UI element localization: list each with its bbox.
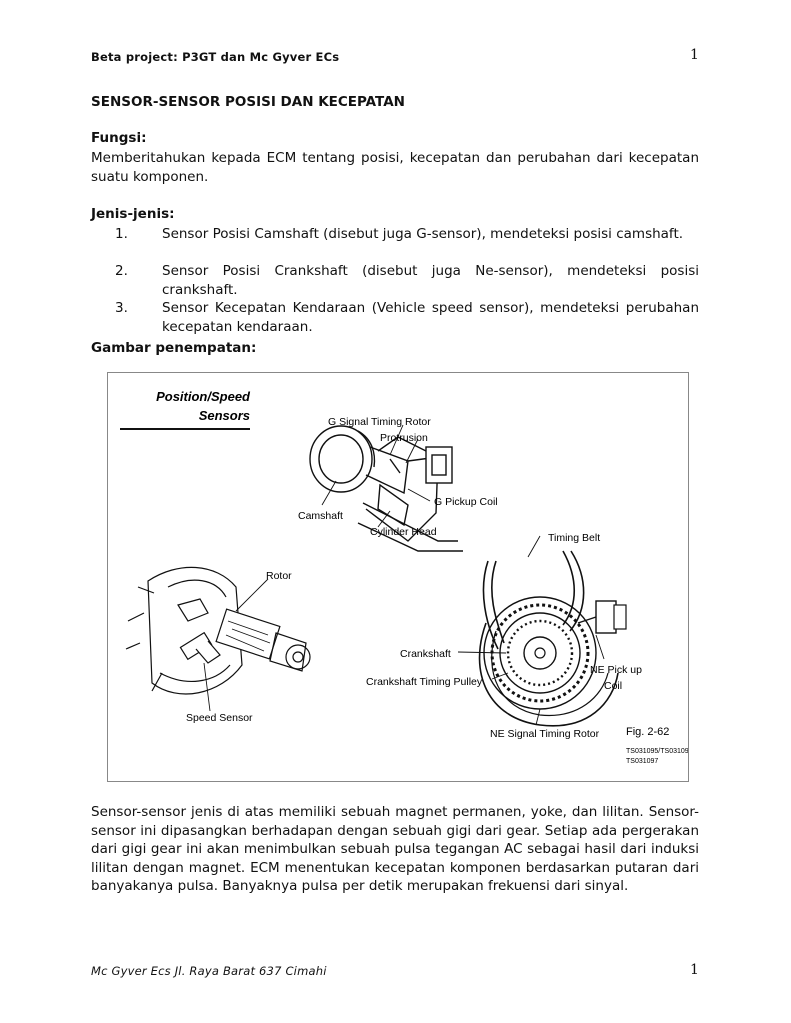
crankshaft-assembly xyxy=(480,551,626,726)
figure-code-line1: TS031095/TS031096 xyxy=(626,748,688,755)
document-title: SENSOR-SENSOR POSISI DAN KECEPATAN xyxy=(91,94,405,110)
speed-sensor-assembly xyxy=(126,567,310,694)
sensor-diagram xyxy=(108,373,688,781)
label-protrusion: Protrusion xyxy=(380,432,428,444)
label-speed-sensor: Speed Sensor xyxy=(186,712,253,724)
footer-page-number: 1 xyxy=(690,962,699,978)
label-timing-belt: Timing Belt xyxy=(548,532,601,544)
jenis-heading: Jenis-jenis: xyxy=(91,206,175,222)
label-cylinder-head: Cylinder Head xyxy=(370,526,437,538)
page-header: Beta project: P3GT dan Mc Gyver ECs xyxy=(91,50,340,64)
list-item-number: 2. xyxy=(115,263,128,279)
page-footer: Mc Gyver Ecs Jl. Raya Barat 637 Cimahi xyxy=(91,964,327,978)
fungsi-text: Memberitahukan kepada ECM tentang posisi, kecepatan dan perubahan dari kecepatan suatu komponen. xyxy=(91,150,699,185)
label-ne-pickup-line2: Coil xyxy=(604,680,623,692)
label-ne-signal-timing-rotor: NE Signal Timing Rotor xyxy=(490,728,600,740)
figure-title-line2: Sensors xyxy=(198,408,250,423)
label-ne-pickup-line1: NE Pick up xyxy=(590,664,642,676)
gambar-heading: Gambar penempatan: xyxy=(91,340,257,356)
label-g-pickup-coil: G Pickup Coil xyxy=(434,496,498,508)
label-g-signal-timing-rotor: G Signal Timing Rotor xyxy=(328,416,431,428)
figure-number: Fig. 2-62 xyxy=(626,726,670,738)
list-item-number: 1. xyxy=(115,226,128,242)
list-item-text: Sensor Posisi Camshaft (disebut juga G-sensor), mendeteksi posisi camshaft. xyxy=(162,226,684,242)
label-rotor: Rotor xyxy=(266,570,292,582)
body-paragraph: Sensor-sensor jenis di atas memiliki sebuah magnet permanen, yoke, dan lilitan. Sensor-sensor ini dipasangkan berhadapan dengan sebuah gigi dari gear. Setiap ada pergerakan dari gigi gear ini akan menimbulkan sebuah pulsa tegangan AC sebagai hasil dari induksi lilitan dengan magnet. ECM menentukan kecepatan komponen berdasarkan putaran dari banyakanya pulsa. Banyaknya pulsa per detik merupakan frekuensi dari sinyal. xyxy=(91,804,699,894)
label-camshaft: Camshaft xyxy=(298,510,343,522)
figure-code-line2: TS031097 xyxy=(626,758,659,765)
list-item-text: Sensor Posisi Crankshaft (disebut juga Ne-sensor), mendeteksi posisi crankshaft. xyxy=(162,263,699,298)
label-crankshaft-timing-pulley: Crankshaft Timing Pulley xyxy=(366,676,483,688)
list-item-number: 3. xyxy=(115,300,128,316)
header-page-number: 1 xyxy=(690,47,699,63)
label-crankshaft: Crankshaft xyxy=(400,648,451,660)
sensor-placement-figure xyxy=(107,372,689,782)
list-item-text: Sensor Kecepatan Kendaraan (Vehicle speed sensor), mendeteksi perubahan kecepatan kendaraan. xyxy=(162,300,699,335)
fungsi-heading: Fungsi: xyxy=(91,130,147,146)
figure-title-line1: Position/Speed xyxy=(156,389,250,404)
